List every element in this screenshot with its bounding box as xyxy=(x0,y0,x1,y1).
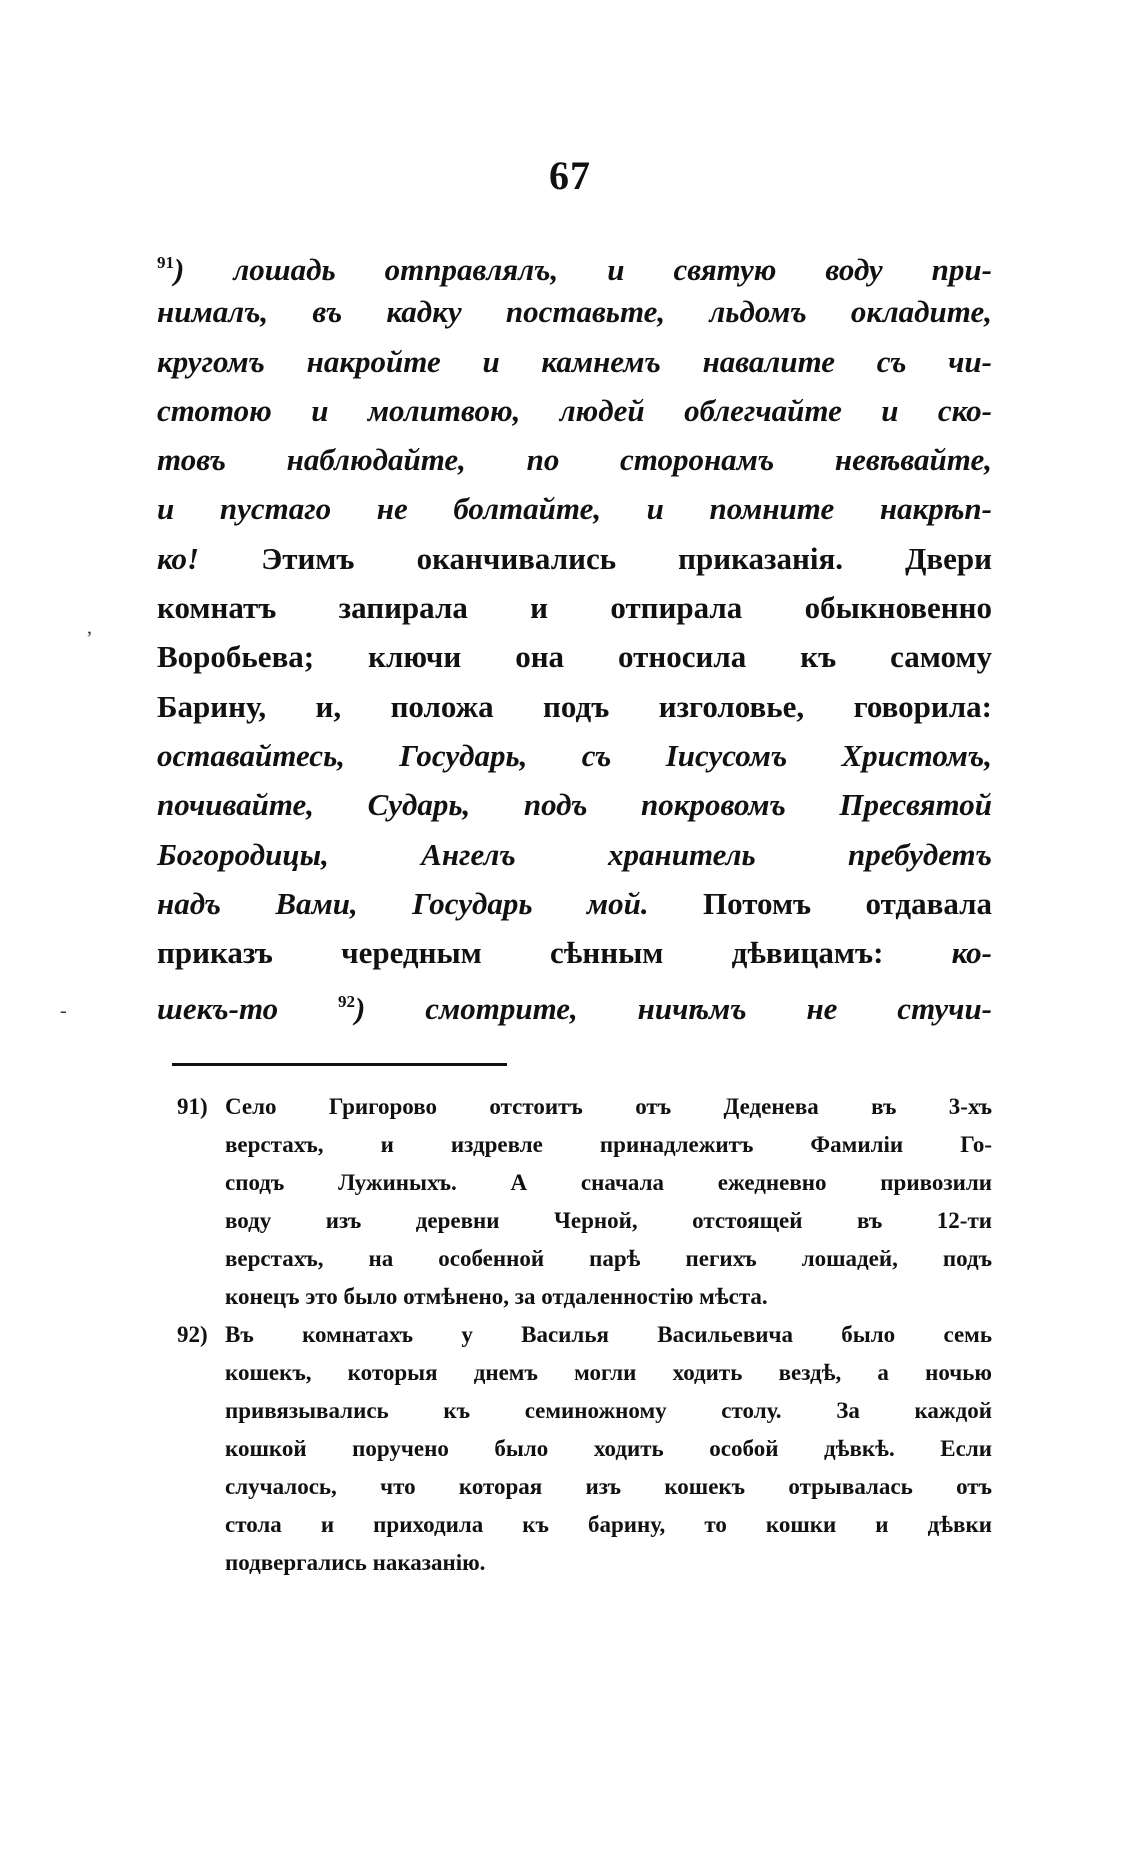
text-line-3: кругомъ накройте и камнемъ навалите съ чи- xyxy=(157,343,992,379)
footnote-91-line-5: верстахъ, на особенной парѣ пегихъ лошадей, подъ xyxy=(225,1246,992,1271)
footnote-separator-rule xyxy=(172,1063,507,1066)
text-line-10: Барину, и, положа подъ изголовье, говорила: xyxy=(157,688,992,724)
footnote-92-line-6: стола и приходила къ барину, то кошки и дѣвки xyxy=(225,1512,992,1537)
text-line-4: стотою и молитвою, людей облегчайте и ско- xyxy=(157,392,992,428)
text-line-13: Богородицы, Ангелъ хранитель пребудетъ xyxy=(157,836,992,872)
footnote-92-line-1: 92) Въ комнатахъ у Василья Васильевича было семь xyxy=(177,1316,992,1354)
text-line-7: ко! Этимъ оканчивались приказанія. Двери xyxy=(157,540,992,576)
footnote-92-line-2: кошекъ, которыя днемъ могли ходить вездѣ, а ночью xyxy=(225,1360,992,1385)
footnote-92-line-5: случалось, что которая изъ кошекъ отрывалась отъ xyxy=(225,1474,992,1499)
text-line-16: шекъ-то $^{92}$) смотрите, ничѣмъ не стучи- xyxy=(157,991,993,1027)
footnote-92-line-3: привязывались къ семиножному столу. За каждой xyxy=(225,1398,992,1423)
text-line-2: нималъ, въ кадку поставьте, льдомъ окладите, xyxy=(157,294,992,330)
text-line-9: Воробьева; ключи она относила къ самому xyxy=(157,639,992,675)
text-line-14: надъ Вами, Государь мой. Потомъ отдавала xyxy=(157,885,992,921)
footnote-91-line-1: 91) Село Григорово отстоитъ отъ Деденева въ 3-хъ xyxy=(177,1088,992,1126)
text-line-8: комнатъ запирала и отпирала обыкновенно xyxy=(157,590,992,626)
text-line-6: и пустаго не болтайте, и помните накрѣп- xyxy=(157,491,992,527)
footnote-92-line-4: кошкой поручено было ходить особой дѣвкѣ. Если xyxy=(225,1436,992,1461)
footnote-number: 92) xyxy=(177,1322,208,1347)
footnote-91-line-3: сподъ Лужиныхъ. А сначала ежедневно привозили xyxy=(225,1170,992,1195)
footnote-number: 91) xyxy=(177,1094,208,1119)
text-line-1: $^{91}$) лошадь отправлялъ, и святую воду при- xyxy=(157,252,992,287)
footnote-ref-91[interactable]: 91 xyxy=(157,253,174,272)
text-line-12: почивайте, Сударь, подъ покровомъ Пресвятой xyxy=(157,787,992,823)
footnotes-block xyxy=(177,1088,992,1582)
stray-margin-mark: - xyxy=(60,1000,67,1022)
text-line-11: оставайтесь, Государь, съ Іисусомъ Христомъ, xyxy=(157,737,992,773)
main-text-block xyxy=(157,238,992,1027)
footnote-ref-92[interactable]: 92 xyxy=(338,992,356,1012)
text-line-5: товъ наблюдайте, по сторонамъ невѣвайте, xyxy=(157,442,992,478)
stray-margin-mark: ʼ xyxy=(86,628,93,650)
footnote-91-line-4: воду изъ деревни Черной, отстоящей въ 12-ти xyxy=(225,1208,992,1233)
footnote-92 xyxy=(177,1316,992,1582)
footnote-92-line-7: подвергались наказанію. xyxy=(225,1550,486,1575)
footnote-91-line-2: верстахъ, и издревле принадлежитъ Фамиліи Го- xyxy=(225,1132,992,1157)
text-line-15: приказъ чередным сѣнным дѣвицамъ: ко- xyxy=(157,935,993,971)
footnote-91-line-6: конецъ это было отмѣнено, за отдаленностію мѣста. xyxy=(225,1284,768,1309)
page-number: 67 xyxy=(549,153,591,198)
footnote-91 xyxy=(177,1088,992,1316)
